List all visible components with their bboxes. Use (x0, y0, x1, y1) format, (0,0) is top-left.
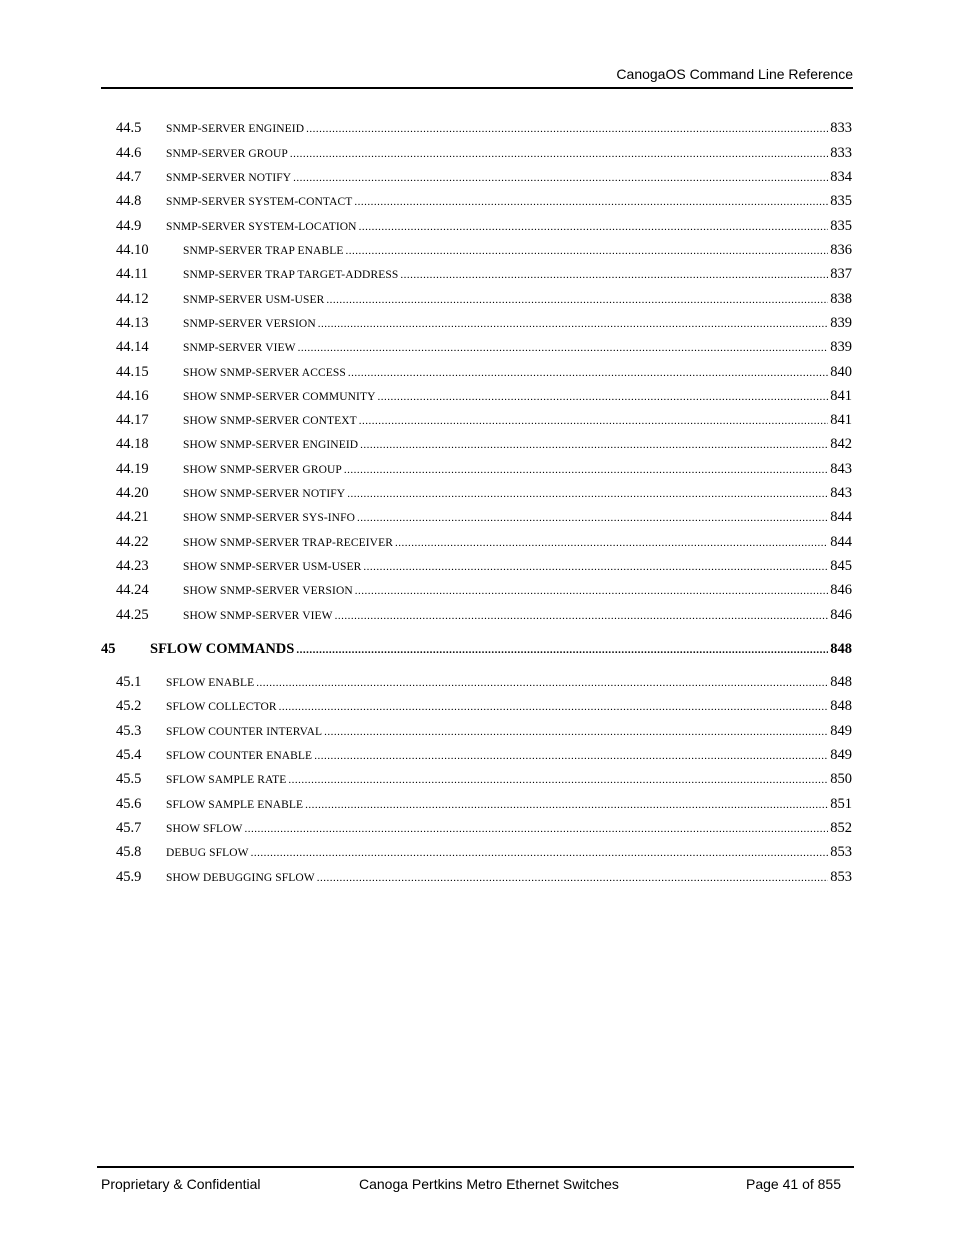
entry-page: 846 (830, 582, 852, 598)
dot-leader (324, 726, 828, 738)
entry-title: SHOW SNMP-SERVER VIEW (183, 610, 333, 622)
entry-number: 45.4 (116, 747, 142, 763)
entry-number: 45.2 (116, 698, 142, 714)
toc-entry[interactable] (116, 582, 852, 600)
entry-page: 837 (830, 266, 852, 282)
entry-title: SNMP-SERVER NOTIFY (166, 172, 292, 184)
entry-title: SHOW DEBUGGING SFLOW (166, 872, 315, 884)
entry-title: SFLOW SAMPLE RATE (166, 774, 287, 786)
entry-title: SNMP-SERVER TRAP ENABLE (183, 245, 344, 257)
entry-title: SHOW SNMP-SERVER SYS-INFO (183, 512, 355, 524)
entry-title: SNMP-SERVER ENGINEID (166, 123, 305, 135)
entry-number: 45.1 (116, 674, 142, 690)
dot-leader (298, 342, 829, 354)
toc-entry[interactable] (116, 242, 852, 260)
entry-number: 44.22 (116, 534, 149, 550)
dot-leader (400, 269, 828, 281)
dot-leader (355, 585, 828, 597)
dot-leader (251, 847, 829, 859)
entry-page: 841 (830, 412, 852, 428)
toc-entry[interactable] (116, 412, 852, 430)
entry-number: 45.7 (116, 820, 142, 836)
footer-rule (97, 1166, 854, 1168)
entry-page: 843 (830, 485, 852, 501)
chapter-page: 848 (830, 641, 852, 657)
entry-title: SFLOW COLLECTOR (166, 701, 277, 713)
entry-page: 835 (830, 193, 852, 209)
dot-leader (354, 196, 828, 208)
entry-number: 44.8 (116, 193, 142, 209)
toc-entry[interactable] (116, 509, 852, 527)
entry-title: SFLOW COUNTER ENABLE (166, 750, 313, 762)
entry-page: 851 (830, 796, 852, 812)
toc-entry[interactable] (116, 674, 852, 692)
entry-number: 44.23 (116, 558, 149, 574)
dot-leader (317, 872, 829, 884)
toc-entry[interactable] (116, 747, 852, 765)
toc-entry[interactable] (116, 218, 852, 236)
toc-entry[interactable] (116, 723, 852, 741)
entry-title: SNMP-SERVER USM-USER (183, 294, 325, 306)
entry-number: 44.9 (116, 218, 142, 234)
toc-entry[interactable] (116, 388, 852, 406)
toc-entry[interactable] (116, 461, 852, 479)
entry-title: SFLOW COUNTER INTERVAL (166, 726, 323, 738)
entry-page: 836 (830, 242, 852, 258)
entry-title: SFLOW SAMPLE ENABLE (166, 799, 304, 811)
entry-number: 44.21 (116, 509, 149, 525)
entry-number: 45.9 (116, 869, 142, 885)
dot-leader (256, 677, 828, 689)
dot-leader (359, 415, 828, 427)
page-footer (101, 1176, 841, 1194)
toc-entry[interactable] (116, 339, 852, 357)
entry-number: 44.19 (116, 461, 149, 477)
toc-entry[interactable] (116, 145, 852, 163)
entry-title: SNMP-SERVER TRAP TARGET-ADDRESS (183, 269, 399, 281)
entry-title: DEBUG SFLOW (166, 847, 249, 859)
dot-leader (245, 823, 829, 835)
toc-entry[interactable] (116, 771, 852, 789)
entry-number: 45.8 (116, 844, 142, 860)
footer-confidentiality: Proprietary & Confidential (101, 1176, 261, 1192)
entry-number: 44.16 (116, 388, 149, 404)
footer-product: Canoga Pertkins Metro Ethernet Switches (359, 1176, 619, 1192)
entry-title: SNMP-SERVER VERSION (183, 318, 316, 330)
entry-page: 838 (830, 291, 852, 307)
entry-number: 44.11 (116, 266, 149, 282)
toc-entry[interactable] (116, 266, 852, 284)
entry-page: 843 (830, 461, 852, 477)
entry-title: SHOW SNMP-SERVER GROUP (183, 464, 342, 476)
toc-entry[interactable] (116, 364, 852, 382)
dot-leader (326, 294, 828, 306)
entry-number: 44.13 (116, 315, 149, 331)
entry-number: 44.18 (116, 436, 149, 452)
entry-page: 848 (830, 674, 852, 690)
dot-leader (347, 488, 828, 500)
entry-page: 844 (830, 534, 852, 550)
dot-leader (395, 537, 828, 549)
entry-number: 45.3 (116, 723, 142, 739)
toc-entry[interactable] (116, 291, 852, 309)
entry-title: SNMP-SERVER SYSTEM-CONTACT (166, 196, 353, 208)
entry-page: 845 (830, 558, 852, 574)
dot-leader (378, 391, 829, 403)
entry-page: 840 (830, 364, 852, 380)
dot-leader (288, 774, 828, 786)
toc-chapter-entry[interactable] (101, 641, 852, 659)
toc-entry[interactable] (116, 698, 852, 716)
entry-title: SHOW SFLOW (166, 823, 243, 835)
dot-leader (305, 799, 828, 811)
entry-number: 44.12 (116, 291, 149, 307)
chapter-number: 45 (101, 641, 116, 657)
dot-leader (360, 439, 828, 451)
entry-number: 45.6 (116, 796, 142, 812)
entry-page: 848 (830, 698, 852, 714)
entry-page: 850 (830, 771, 852, 787)
header-rule (101, 87, 853, 89)
entry-title: SHOW SNMP-SERVER TRAP-RECEIVER (183, 537, 393, 549)
entry-page: 844 (830, 509, 852, 525)
entry-number: 44.17 (116, 412, 149, 428)
dot-leader (346, 245, 829, 257)
entry-title: SNMP-SERVER GROUP (166, 148, 288, 160)
entry-page: 853 (830, 844, 852, 860)
entry-page: 839 (830, 315, 852, 331)
dot-leader (314, 750, 828, 762)
entry-page: 833 (830, 120, 852, 136)
entry-number: 44.24 (116, 582, 149, 598)
entry-number: 44.10 (116, 242, 149, 258)
dot-leader (318, 318, 829, 330)
entry-page: 839 (830, 339, 852, 355)
toc-entry[interactable] (116, 193, 852, 211)
entry-page: 834 (830, 169, 852, 185)
entry-title: SHOW SNMP-SERVER NOTIFY (183, 488, 346, 500)
footer-page-number: Page 41 of 855 (746, 1176, 841, 1192)
toc-entry[interactable] (116, 485, 852, 503)
running-header: CanogaOS Command Line Reference (616, 66, 853, 82)
entry-page: 833 (830, 145, 852, 161)
entry-title: SNMP-SERVER SYSTEM-LOCATION (166, 221, 357, 233)
entry-number: 45.5 (116, 771, 142, 787)
toc-entry[interactable] (116, 534, 852, 552)
dot-leader (359, 221, 829, 233)
dot-leader (335, 610, 829, 622)
entry-title: SHOW SNMP-SERVER ACCESS (183, 367, 346, 379)
entry-page: 842 (830, 436, 852, 452)
entry-number: 44.14 (116, 339, 149, 355)
dot-leader (293, 172, 828, 184)
entry-title: SHOW SNMP-SERVER CONTEXT (183, 415, 357, 427)
dot-leader (344, 464, 828, 476)
dot-leader (306, 123, 828, 135)
dot-leader (363, 561, 828, 573)
entry-page: 853 (830, 869, 852, 885)
toc-entry[interactable] (116, 820, 852, 838)
dot-leader (357, 512, 828, 524)
toc-entry[interactable] (116, 869, 852, 887)
entry-number: 44.6 (116, 145, 142, 161)
entry-number: 44.15 (116, 364, 149, 380)
dot-leader (348, 367, 828, 379)
entry-number: 44.5 (116, 120, 142, 136)
entry-title: SNMP-SERVER VIEW (183, 342, 296, 354)
toc-entry[interactable] (116, 796, 852, 814)
entry-page: 841 (830, 388, 852, 404)
chapter-title: SFLOW COMMANDS (150, 641, 295, 657)
toc-entry[interactable] (116, 169, 852, 187)
entry-number: 44.20 (116, 485, 149, 501)
entry-page: 849 (830, 747, 852, 763)
toc-entry[interactable] (116, 558, 852, 576)
entry-page: 846 (830, 607, 852, 623)
dot-leader (296, 644, 828, 656)
entry-title: SHOW SNMP-SERVER USM-USER (183, 561, 362, 573)
entry-page: 849 (830, 723, 852, 739)
entry-title: SHOW SNMP-SERVER VERSION (183, 585, 353, 597)
toc-entry[interactable] (116, 315, 852, 333)
entry-title: SFLOW ENABLE (166, 677, 255, 689)
toc-entry[interactable] (116, 844, 852, 862)
entry-page: 852 (830, 820, 852, 836)
entry-title: SHOW SNMP-SERVER ENGINEID (183, 439, 359, 451)
toc-entry[interactable] (116, 607, 852, 625)
entry-number: 44.25 (116, 607, 149, 623)
toc-entry[interactable] (116, 436, 852, 454)
toc-entry[interactable] (116, 120, 852, 138)
entry-page: 835 (830, 218, 852, 234)
dot-leader (279, 701, 829, 713)
dot-leader (290, 148, 828, 160)
entry-title: SHOW SNMP-SERVER COMMUNITY (183, 391, 376, 403)
entry-number: 44.7 (116, 169, 142, 185)
